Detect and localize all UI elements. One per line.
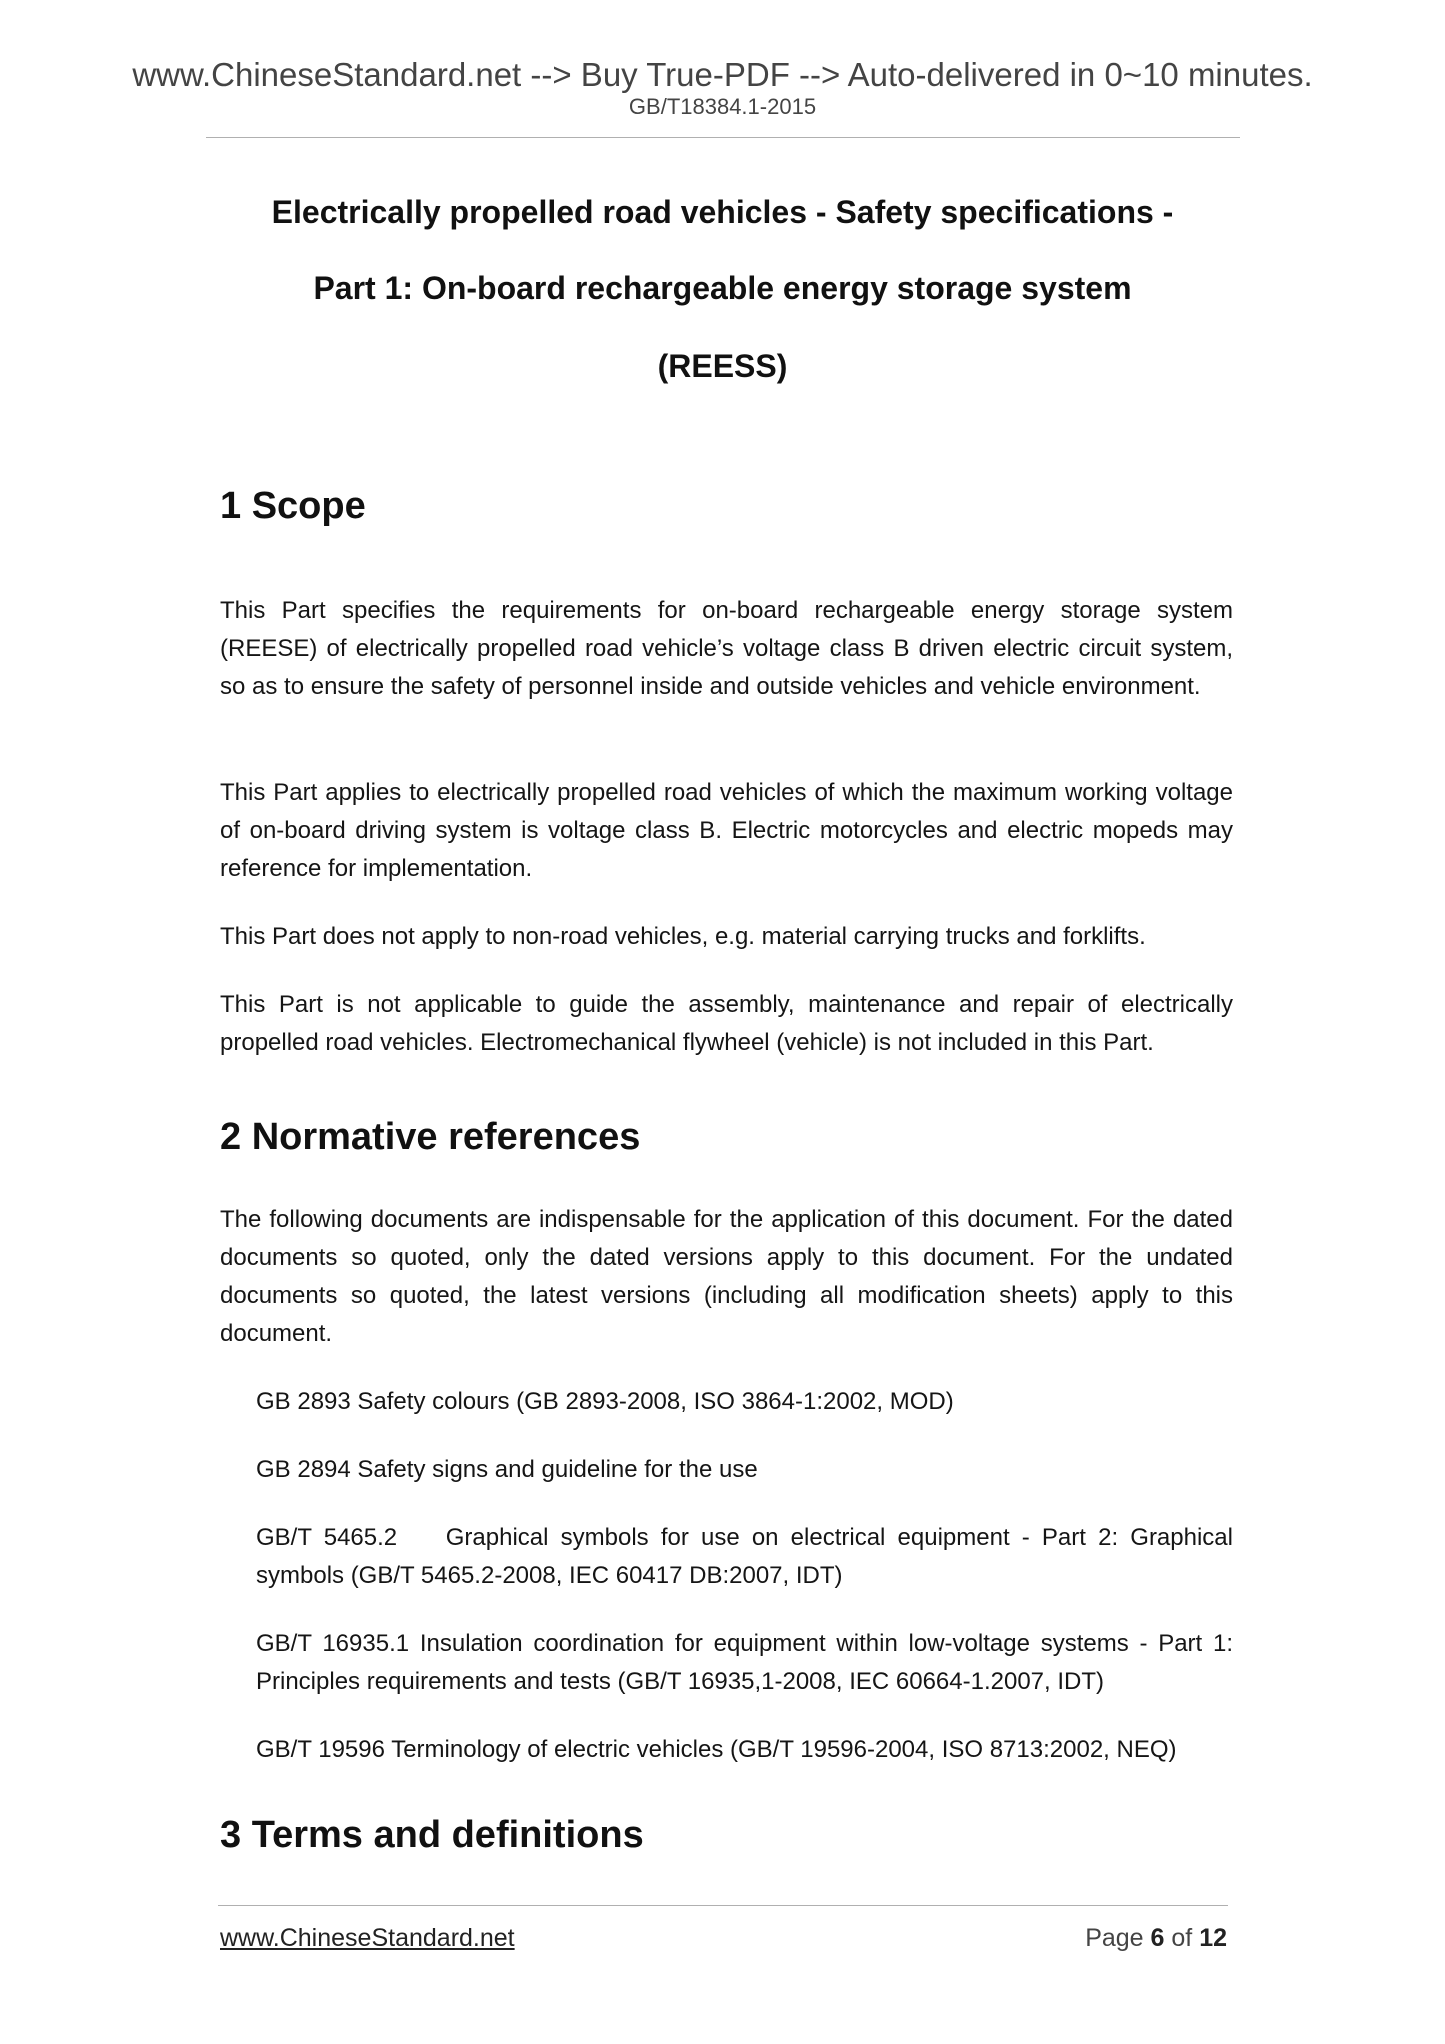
footer-divider bbox=[218, 1905, 1228, 1906]
reference-item: GB 2893 Safety colours (GB 2893-2008, ISO 3864-1:2002, MOD) bbox=[256, 1388, 954, 1415]
scope-paragraph: This Part is not applicable to guide the assembly, maintenance and repair of electrically propelled road vehicles. Electromechanical flywheel (vehicle) is not included in this Part. bbox=[220, 991, 1233, 1056]
header-divider bbox=[206, 137, 1240, 138]
footer-website-link[interactable]: www.ChineseStandard.net bbox=[220, 1924, 515, 1952]
site-banner: www.ChineseStandard.net --> Buy True-PDF --> Auto-delivered in 0~10 minutes. bbox=[132, 56, 1313, 93]
reference-item: GB 2894 Safety signs and guideline for the use bbox=[256, 1456, 758, 1483]
document-title-line-3: (REESS) bbox=[657, 348, 788, 384]
document-title-line-1: Electrically propelled road vehicles - Safety specifications - bbox=[271, 194, 1174, 230]
page-number bbox=[1085, 1926, 1227, 1951]
scope-paragraph: This Part specifies the requirements for on-board rechargeable energy storage system (REESE) of electrically propelled road vehicle’s voltage class B driven electric circuit system, so as to ensure the safety of personnel inside and outside vehicles and vehicle environment. bbox=[220, 597, 1233, 700]
section-heading-terms-and-definitions: 3 Terms and definitions bbox=[220, 1814, 644, 1856]
standard-code: GB/T18384.1-2015 bbox=[628, 94, 817, 119]
reference-item: GB/T 19596 Terminology of electric vehicles (GB/T 19596-2004, ISO 8713:2002, NEQ) bbox=[256, 1736, 1177, 1763]
section-heading-normative-references: 2 Normative references bbox=[220, 1116, 641, 1158]
reference-item: GB/T 16935.1 Insulation coordination for equipment within low-voltage systems - Part 1: Principles requirements and tests (GB/T 16935,1-2008, IEC 60664-1.2007, IDT) bbox=[256, 1630, 1233, 1695]
page-prefix: Page bbox=[1085, 1924, 1151, 1952]
section-heading-scope: 1 Scope bbox=[220, 485, 366, 527]
scope-paragraph: This Part applies to electrically propelled road vehicles of which the maximum working voltage of on-board driving system is voltage class B. Electric motorcycles and electric mopeds may reference for implementation. bbox=[220, 779, 1233, 882]
normative-intro-paragraph: The following documents are indispensable for the application of this document. For the dated documents so quoted, only the dated versions apply to this document. For the undated documents so quoted, the latest versions (including all modification sheets) apply to this document. bbox=[220, 1206, 1233, 1347]
page-total: 12 bbox=[1199, 1924, 1227, 1952]
document-title-line-2: Part 1: On-board rechargeable energy storage system bbox=[313, 270, 1132, 306]
scope-paragraph: This Part does not apply to non-road vehicles, e.g. material carrying trucks and forklifts. bbox=[220, 923, 1146, 950]
page-current: 6 bbox=[1150, 1924, 1165, 1952]
page-of: of bbox=[1164, 1924, 1200, 1952]
reference-item: GB/T 5465.2 Graphical symbols for use on electrical equipment - Part 2: Graphical symbols (GB/T 5465.2-2008, IEC 60417 DB:2007, IDT) bbox=[256, 1524, 1240, 1589]
